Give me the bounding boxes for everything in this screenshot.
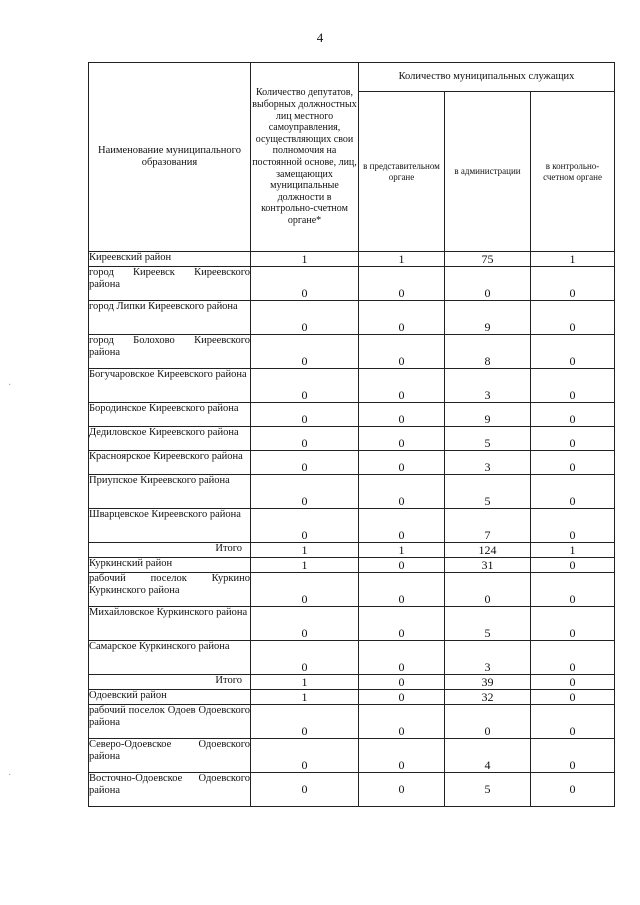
representative-count: 0 (359, 403, 445, 427)
deputies-count: 0 (251, 427, 359, 451)
deputies-count: 0 (251, 641, 359, 675)
deputies-count: 1 (251, 252, 359, 267)
administration-count: 3 (445, 451, 531, 475)
audit-count: 0 (531, 475, 615, 509)
municipality-name: Одоевский район (89, 690, 251, 705)
administration-count: 7 (445, 509, 531, 543)
table-row (89, 369, 615, 403)
table-row (89, 509, 615, 543)
administration-count: 5 (445, 427, 531, 451)
representative-count: 0 (359, 451, 445, 475)
municipality-name: Киреевский район (89, 252, 251, 267)
margin-dot: · (8, 770, 12, 781)
audit-count: 0 (531, 573, 615, 607)
deputies-count: 1 (251, 543, 359, 558)
deputies-count: 0 (251, 607, 359, 641)
table-row (89, 739, 615, 773)
representative-count: 0 (359, 705, 445, 739)
deputies-count: 0 (251, 369, 359, 403)
audit-count: 0 (531, 705, 615, 739)
table-row (89, 252, 615, 267)
municipality-name: город Киреевск Киреевского района (89, 267, 251, 301)
deputies-count: 1 (251, 690, 359, 705)
audit-count: 0 (531, 773, 615, 807)
representative-count: 0 (359, 675, 445, 690)
municipality-name: Куркинский район (89, 558, 251, 573)
representative-count: 0 (359, 369, 445, 403)
administration-count: 4 (445, 739, 531, 773)
administration-count: 0 (445, 573, 531, 607)
administration-count: 3 (445, 369, 531, 403)
municipality-name: город Болохово Киреевского района (89, 335, 251, 369)
administration-count: 75 (445, 252, 531, 267)
header-audit-organ: в контрольно-счетном органе (531, 92, 615, 252)
total-label: Итого (89, 543, 251, 558)
representative-count: 0 (359, 427, 445, 451)
table-row (89, 403, 615, 427)
table-row (89, 558, 615, 573)
municipality-name: Красноярское Киреевского района (89, 451, 251, 475)
deputies-count: 0 (251, 475, 359, 509)
administration-count: 8 (445, 335, 531, 369)
administration-count: 32 (445, 690, 531, 705)
audit-count: 0 (531, 267, 615, 301)
municipality-name: Богучаровское Киреевского района (89, 369, 251, 403)
table-row (89, 705, 615, 739)
administration-count: 31 (445, 558, 531, 573)
audit-count: 0 (531, 607, 615, 641)
table-row (89, 451, 615, 475)
representative-count: 0 (359, 475, 445, 509)
audit-count: 0 (531, 301, 615, 335)
audit-count: 0 (531, 641, 615, 675)
table-body (89, 252, 615, 807)
audit-count: 1 (531, 252, 615, 267)
table-row (89, 641, 615, 675)
audit-count: 0 (531, 558, 615, 573)
table-row (89, 573, 615, 607)
audit-count: 0 (531, 451, 615, 475)
page-number: 4 (316, 30, 324, 45)
deputies-count: 0 (251, 335, 359, 369)
administration-count: 3 (445, 641, 531, 675)
representative-count: 0 (359, 335, 445, 369)
table-row (89, 301, 615, 335)
audit-count: 0 (531, 690, 615, 705)
deputies-count: 0 (251, 451, 359, 475)
representative-count: 0 (359, 641, 445, 675)
administration-count: 5 (445, 475, 531, 509)
administration-count: 39 (445, 675, 531, 690)
table-row (89, 427, 615, 451)
audit-count: 0 (531, 369, 615, 403)
deputies-count: 0 (251, 573, 359, 607)
audit-count: 0 (531, 739, 615, 773)
deputies-count: 0 (251, 267, 359, 301)
audit-count: 0 (531, 509, 615, 543)
audit-count: 1 (531, 543, 615, 558)
table-row (89, 267, 615, 301)
administration-count: 5 (445, 773, 531, 807)
header-name-column: Наименование муниципального образования (89, 63, 251, 252)
administration-count: 0 (445, 267, 531, 301)
representative-count: 0 (359, 558, 445, 573)
header-administration: в администрации (445, 92, 531, 252)
representative-count: 0 (359, 739, 445, 773)
representative-count: 0 (359, 573, 445, 607)
municipality-name: Самарское Куркинского района (89, 641, 251, 675)
deputies-count: 0 (251, 705, 359, 739)
municipality-name: город Липки Киреевского района (89, 301, 251, 335)
table-row (89, 335, 615, 369)
audit-count: 0 (531, 335, 615, 369)
total-label: Итого (89, 675, 251, 690)
deputies-count: 1 (251, 558, 359, 573)
audit-count: 0 (531, 427, 615, 451)
deputies-count: 0 (251, 301, 359, 335)
representative-count: 0 (359, 267, 445, 301)
municipality-name: Дедиловское Киреевского района (89, 427, 251, 451)
representative-count: 1 (359, 543, 445, 558)
header-deputies-column: Количество депутатов, выборных должностных лиц местного самоуправления, осуществляющих свои полномочия на постоянной основе, лиц, замещающих муниципальные должности в контрольно-счетном органе* (251, 63, 359, 252)
municipality-name: рабочий поселок Куркино Куркинского района (89, 573, 251, 607)
audit-count: 0 (531, 403, 615, 427)
header-employees-group: Количество муниципальных служащих (359, 63, 615, 92)
municipality-name: Бородинское Киреевского района (89, 403, 251, 427)
representative-count: 0 (359, 509, 445, 543)
header-representative-organ: в представительном органе (359, 92, 445, 252)
administration-count: 124 (445, 543, 531, 558)
representative-count: 0 (359, 690, 445, 705)
municipality-name: Шварцевское Киреевского района (89, 509, 251, 543)
representative-count: 0 (359, 301, 445, 335)
table-row (89, 690, 615, 705)
municipality-name: Михайловское Куркинского района (89, 607, 251, 641)
administration-count: 9 (445, 301, 531, 335)
administration-count: 0 (445, 705, 531, 739)
administration-count: 5 (445, 607, 531, 641)
table-row (89, 773, 615, 807)
deputies-count: 0 (251, 773, 359, 807)
representative-count: 1 (359, 252, 445, 267)
municipality-name: Северо-Одоевское Одоевского района (89, 739, 251, 773)
municipality-name: рабочий поселок Одоев Одоевского района (89, 705, 251, 739)
deputies-count: 0 (251, 509, 359, 543)
table-row (89, 543, 615, 558)
representative-count: 0 (359, 773, 445, 807)
margin-dot: · (8, 380, 12, 391)
municipality-name: Восточно-Одоевское Одоевского района (89, 773, 251, 807)
table-row (89, 475, 615, 509)
administration-count: 9 (445, 403, 531, 427)
municipal-staff-table (88, 62, 615, 807)
deputies-count: 0 (251, 403, 359, 427)
deputies-count: 1 (251, 675, 359, 690)
audit-count: 0 (531, 675, 615, 690)
deputies-count: 0 (251, 739, 359, 773)
representative-count: 0 (359, 607, 445, 641)
table-row (89, 675, 615, 690)
municipality-name: Приупское Киреевского района (89, 475, 251, 509)
table-row (89, 607, 615, 641)
